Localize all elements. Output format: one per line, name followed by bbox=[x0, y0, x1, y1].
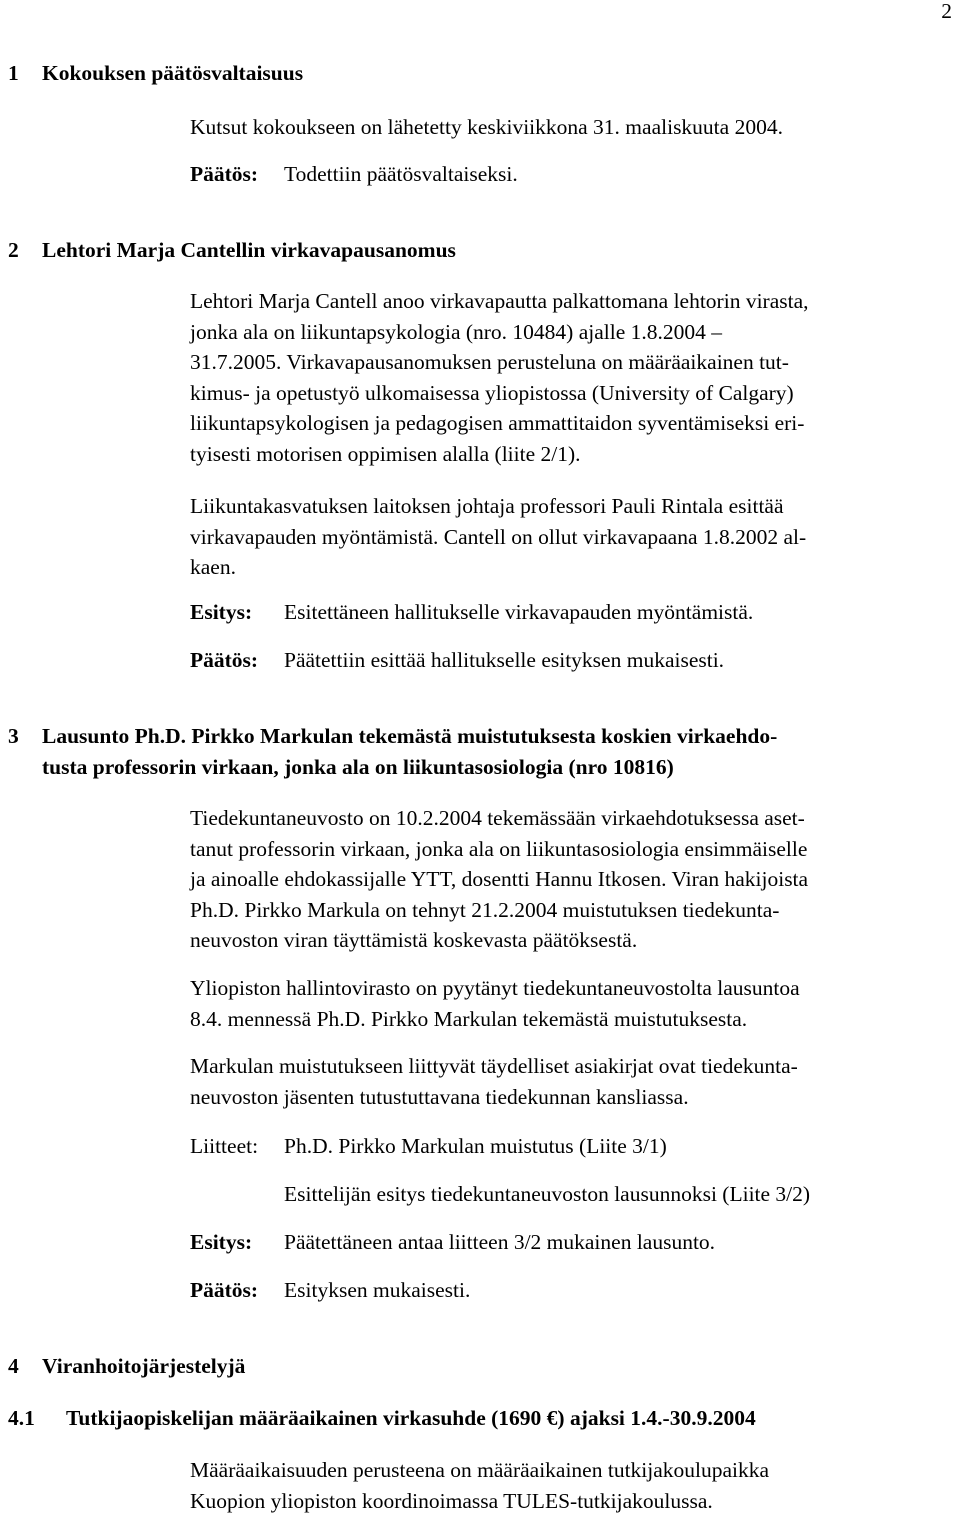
section-2-decision: Päätös: Päätettiin esittää hallitukselle esityksen mukaisesti. bbox=[190, 648, 725, 672]
section-1-title: Kokouksen päätösvaltaisuus bbox=[42, 61, 304, 85]
section-1-notice: Kutsut kokoukseen on lähetetty keskiviikkona 31. maaliskuuta 2004. bbox=[190, 115, 783, 139]
section-3-heading: 3 Lausunto Ph.D. Pirkko Markulan tekemästä muistutuksesta koskien virkaehdo- bbox=[8, 724, 778, 748]
page-number: 2 bbox=[941, 0, 952, 23]
section-3-decision: Päätös: Esityksen mukaisesti. bbox=[190, 1278, 471, 1302]
section-3-paragraph-3: Markulan muistutukseen liittyvät täydelliset asiakirjat ovat tiedekunta- neuvoston jäsenten tutustuttavana tiedekunnan kansliassa. bbox=[190, 1054, 798, 1109]
section-4-1-title: Tutkijaopiskelijan määräaikainen virkasuhde (1690 €) ajaksi 1.4.-30.9.2004 bbox=[66, 1406, 756, 1430]
section-2-paragraph-2: Liikuntakasvatuksen laitoksen johtaja professori Pauli Rintala esittää virkavapauden myöntämistä. Cantell on ollut virkavapaana 1.8.2002 al- kaen. bbox=[190, 494, 807, 580]
section-1-heading: 1 Kokouksen päätösvaltaisuus bbox=[8, 61, 304, 85]
section-3-title-line-2: tusta professorin virkaan, jonka ala on liikuntasosiologia (nro 10816) bbox=[42, 755, 674, 779]
section-3-proposal: Esitys: Päätettäneen antaa liitteen 3/2 mukainen lausunto. bbox=[190, 1230, 716, 1254]
section-2-heading: 2 Lehtori Marja Cantellin virkavapausanomus bbox=[8, 238, 456, 262]
section-2-paragraph-1: Lehtori Marja Cantell anoo virkavapautta palkattomana lehtorin virasta, jonka ala on liikuntapsykologia (nro. 10484) ajalle 1.8.2004 – 31.7.2005. Virkavapausanomuksen perusteluna on määräaikainen tut- kimus- ja opetustyö ulkomaisessa yliopistossa (University of Calgary) liikuntapsykologisen ja pedagogisen ammattitaidon syventämiseksi eri- tyisesti motorisen oppimisen alalla (liite 2/1). bbox=[190, 289, 809, 466]
section-1-decision: Päätös: Todettiin päätösvaltaiseksi. bbox=[190, 162, 518, 186]
section-4-heading: 4 Viranhoitojärjestelyjä bbox=[8, 1354, 246, 1378]
section-3-paragraph-2: Yliopiston hallintovirasto on pyytänyt tiedekuntaneuvostolta lausuntoa 8.4. mennessä Ph.D. Pirkko Markulan tekemästä muistutuksesta. bbox=[190, 976, 800, 1031]
section-2-title: Lehtori Marja Cantellin virkavapausanomus bbox=[42, 238, 456, 262]
section-4-1-heading: 4.1 Tutkijaopiskelijan määräaikainen virkasuhde (1690 €) ajaksi 1.4.-30.9.2004 bbox=[8, 1406, 756, 1430]
section-4-title: Viranhoitojärjestelyjä bbox=[42, 1354, 246, 1378]
attachment-2: Esittelijän esitys tiedekuntaneuvoston lausunnoksi (Liite 3/2) bbox=[284, 1182, 811, 1206]
attachment-1: Ph.D. Pirkko Markulan muistutus (Liite 3/1) bbox=[284, 1134, 667, 1158]
section-2-proposal: Esitys: Esitettäneen hallitukselle virkavapauden myöntämistä. bbox=[190, 600, 754, 624]
section-3-attachments: Liitteet: Ph.D. Pirkko Markulan muistutus (Liite 3/1) bbox=[190, 1134, 667, 1158]
section-4-1-paragraph-1: Määräaikaisuuden perusteena on määräaikainen tutkijakoulupaikka Kuopion yliopiston koordinoimassa TULES-tutkijakoulussa. bbox=[190, 1458, 770, 1513]
section-3-paragraph-1: Tiedekuntaneuvosto on 10.2.2004 tekemässään virkaehdotuksessa aset- tanut professorin virkaan, jonka ala on liikuntasosiologia ensimmäiselle ja ainoalle ehdokassijalle YTT, dosentti Hannu Itkosen. Viran hakijoista Ph.D. Pirkko Markula on tehnyt 21.2.2004 muistutuksen tiedekunta- neuvoston viran täyttämistä koskevasta päätöksestä. bbox=[190, 806, 809, 953]
section-3-title-line-1: Lausunto Ph.D. Pirkko Markulan tekemästä muistutuksesta koskien virkaehdo- bbox=[42, 724, 778, 748]
